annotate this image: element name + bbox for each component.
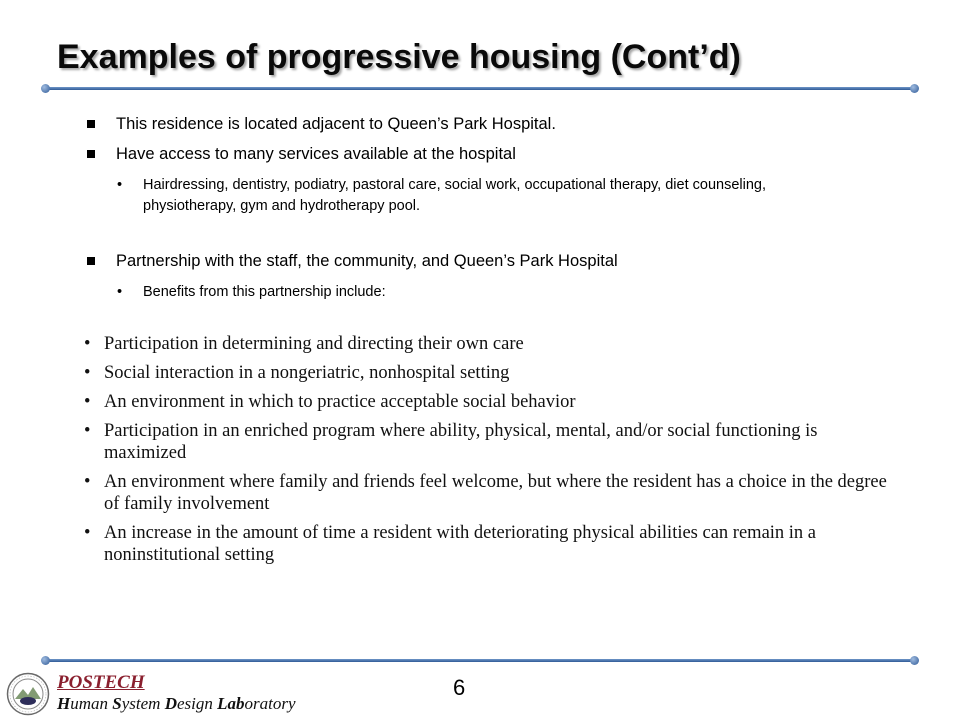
dot-bullet-icon: • xyxy=(117,177,123,193)
lab-name-initial: D xyxy=(164,694,177,713)
list-item xyxy=(78,391,888,413)
list-item-text: Participation in an enriched program where ability, physical, mental, and/or social functioning is maximized xyxy=(104,421,818,463)
square-bullet-icon xyxy=(87,150,95,158)
lab-name-initial: H xyxy=(57,694,71,713)
list-item xyxy=(78,522,888,566)
bullet-text: Partnership with the staff, the community, and Queen’s Park Hospital xyxy=(116,252,618,270)
bullet-item xyxy=(116,145,516,164)
page-number: 6 xyxy=(453,675,466,700)
list-item-text: An environment in which to practice acceptable social behavior xyxy=(104,392,576,412)
sub-bullet-text: Hairdressing, dentistry, podiatry, pastoral care, social work, occupational therapy, diet counseling, physiotherapy, gym and hydrotherapy pool. xyxy=(143,177,767,214)
bullet-item xyxy=(116,252,618,271)
slide-title: Examples of progressive housing (Cont’d) xyxy=(57,38,741,76)
bullet-text: Have access to many services available at the hospital xyxy=(116,145,516,163)
list-item xyxy=(78,420,888,464)
scanned-benefits-list xyxy=(78,333,888,573)
list-item-text: An increase in the amount of time a resident with deteriorating physical abilities can remain in a noninstitutional setting xyxy=(104,523,817,565)
square-bullet-icon xyxy=(87,257,95,265)
institution-name: POSTECH xyxy=(57,672,145,693)
footer-divider xyxy=(46,659,914,662)
lab-name-part: uman xyxy=(70,694,113,713)
lab-name-part: oratory xyxy=(244,694,296,713)
sub-bullet-item xyxy=(117,175,833,217)
lab-name-initial: Lab xyxy=(217,694,245,713)
list-item xyxy=(78,362,888,384)
dot-bullet-icon: • xyxy=(84,472,91,492)
list-item xyxy=(78,471,888,515)
list-item-text: An environment where family and friends feel welcome, but where the resident has a choice in the degree of family involvement xyxy=(104,472,887,514)
list-item-text: Participation in determining and directing their own care xyxy=(104,334,524,354)
dot-bullet-icon: • xyxy=(117,284,123,300)
lab-name-initial: S xyxy=(112,694,122,713)
title-divider xyxy=(46,87,914,90)
list-item-text: Social interaction in a nongeriatric, nonhospital setting xyxy=(104,363,510,383)
bullet-item xyxy=(116,115,556,134)
dot-bullet-icon: • xyxy=(84,421,91,441)
dot-bullet-icon: • xyxy=(84,392,91,412)
lab-name-part: ystem xyxy=(121,694,165,713)
sub-bullet-text: Benefits from this partnership include: xyxy=(143,284,386,300)
dot-bullet-icon: • xyxy=(84,363,91,383)
list-item xyxy=(78,333,888,355)
sub-bullet-item xyxy=(117,282,833,303)
bullet-text: This residence is located adjacent to Queen’s Park Hospital. xyxy=(116,115,556,133)
dot-bullet-icon: • xyxy=(84,523,91,543)
lab-name-part: esign xyxy=(176,694,218,713)
dot-bullet-icon: • xyxy=(84,334,91,354)
university-seal-icon xyxy=(6,672,50,716)
square-bullet-icon xyxy=(87,120,95,128)
lab-name xyxy=(57,694,296,714)
